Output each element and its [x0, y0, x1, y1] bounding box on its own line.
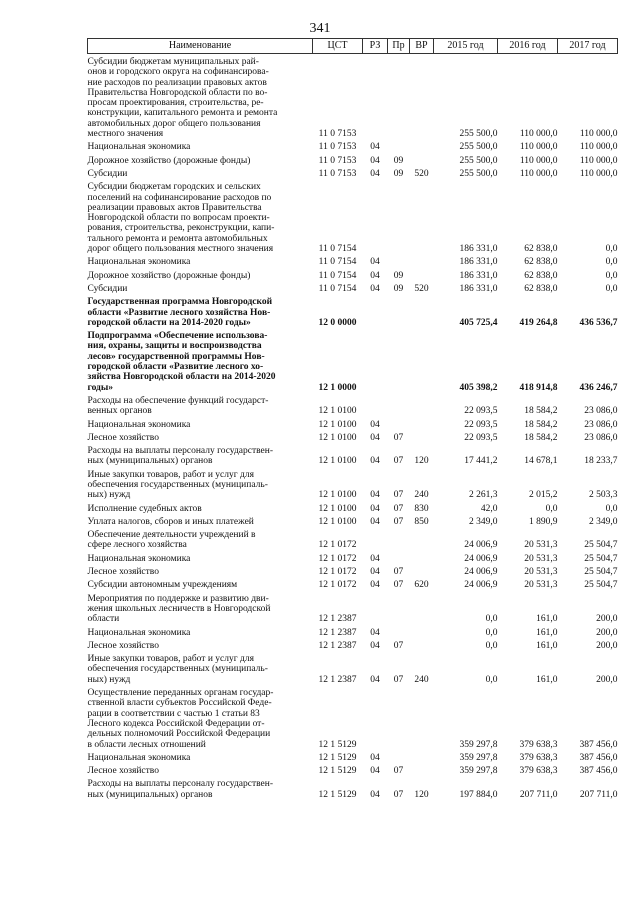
- row-name-cell: Иные закупки товаров, работ и услуг для обеспечения государственных (муниципаль- ных) нужд: [87, 469, 268, 501]
- row-vr-cell: [410, 638, 434, 651]
- row-cst-cell: 12 1 0100: [318, 456, 357, 467]
- row-2016-cell: 110 000,0: [519, 155, 558, 166]
- row-pr-cell: [388, 625, 410, 638]
- row-vr-cell: 850: [414, 516, 429, 527]
- row-pr-cell: [388, 551, 410, 564]
- row-cst-cell: 12 1 0100: [318, 419, 357, 430]
- row-2015-cell: 255 500,0: [459, 129, 498, 140]
- table-row: [88, 527, 618, 551]
- row-2015-cell: 359 297,8: [459, 752, 498, 763]
- row-pr-cell: 07: [393, 516, 404, 527]
- row-cst-cell: 12 1 0100: [318, 406, 357, 417]
- row-cst-cell: 12 1 0172: [318, 567, 357, 578]
- row-2015-cell: 22 093,5: [464, 419, 498, 430]
- row-2016-cell: 110 000,0: [519, 142, 558, 153]
- row-name-cell: Субсидии бюджетам городских и сельских поселений на софинансирование расходов по реализации правовых актов Правительства Новгородской области по вопросам проекти- рования, строительства, реконструкции, капи- тального ремонта и ремонта автомобильных дорог общего пользования местного значения: [87, 182, 275, 255]
- row-rz-cell: [363, 393, 388, 417]
- row-2015-cell: 359 297,8: [459, 739, 498, 750]
- row-vr-cell: [410, 294, 434, 328]
- table-row: [88, 638, 618, 651]
- row-pr-cell: 09: [393, 283, 404, 294]
- column-header-2017: 2017 год: [558, 39, 618, 54]
- row-name-cell: Лесное хозяйство: [87, 640, 159, 651]
- row-rz-cell: 04: [370, 516, 380, 527]
- row-name-cell: Иные закупки товаров, работ и услуг для обеспечения государственных (муниципаль- ных) нужд: [87, 654, 268, 685]
- row-vr-cell: [410, 417, 434, 430]
- row-name-cell: Уплата налогов, сборов и иных платежей: [87, 516, 254, 527]
- row-2017-cell: 200,0: [596, 674, 618, 685]
- row-rz-cell: 04: [370, 257, 380, 268]
- row-vr-cell: [410, 268, 434, 281]
- table-row: [88, 625, 618, 638]
- row-2017-cell: 110 000,0: [579, 129, 618, 140]
- row-name-cell: Расходы на обеспечение функций государст- венных органов: [87, 395, 269, 417]
- row-name-cell: Национальная экономика: [87, 553, 191, 564]
- row-name-cell: Подпрограмма «Обеспечение использова- ния, охраны, защиты и воспроизводства лесов» государственной программы Нов- городской области «Развитие лесного хо- зяйства Новгородской области на 2014-2020 годы»: [87, 331, 276, 393]
- row-pr-cell: 07: [393, 503, 404, 514]
- row-2017-cell: 110 000,0: [579, 155, 618, 166]
- row-2015-cell: 22 093,5: [464, 432, 498, 443]
- row-2015-cell: 0,0: [485, 627, 498, 638]
- row-cst-cell: 12 1 0100: [318, 432, 357, 443]
- table-row: [88, 268, 618, 281]
- row-rz-cell: [363, 591, 388, 625]
- row-vr-cell: [410, 750, 434, 763]
- row-pr-cell: 09: [393, 270, 404, 281]
- row-2016-cell: 62 838,0: [524, 270, 558, 281]
- row-pr-cell: [388, 750, 410, 763]
- row-2016-cell: 20 531,3: [524, 580, 558, 591]
- row-2015-cell: 186 331,0: [459, 283, 498, 294]
- table-row: [88, 153, 618, 166]
- row-rz-cell: [363, 328, 388, 393]
- row-pr-cell: [388, 328, 410, 393]
- row-2016-cell: 110 000,0: [519, 168, 558, 179]
- row-2016-cell: 0,0: [545, 503, 558, 514]
- row-vr-cell: [410, 763, 434, 776]
- table-row: [88, 591, 618, 625]
- row-vr-cell: 120: [414, 789, 429, 800]
- row-vr-cell: [410, 625, 434, 638]
- row-2015-cell: 22 093,5: [464, 406, 498, 417]
- row-2016-cell: 62 838,0: [524, 257, 558, 268]
- row-vr-cell: [410, 254, 434, 267]
- row-cst-cell: 12 1 5129: [318, 789, 357, 800]
- row-rz-cell: [363, 685, 388, 750]
- row-2015-cell: 186 331,0: [459, 257, 498, 268]
- row-2016-cell: 419 264,8: [519, 317, 558, 328]
- row-cst-cell: 11 0 7153: [318, 168, 357, 179]
- row-vr-cell: [410, 564, 434, 577]
- row-2017-cell: 0,0: [605, 257, 618, 268]
- row-2015-cell: 255 500,0: [459, 142, 498, 153]
- row-vr-cell: [410, 139, 434, 152]
- row-cst-cell: 11 0 7154: [318, 283, 357, 294]
- table-row: [88, 417, 618, 430]
- row-cst-cell: 12 1 5129: [318, 739, 357, 750]
- row-rz-cell: 04: [370, 674, 380, 685]
- row-cst-cell: 12 1 0100: [318, 490, 357, 501]
- row-pr-cell: [388, 527, 410, 551]
- row-cst-cell: 12 1 0100: [318, 503, 357, 514]
- row-rz-cell: 04: [370, 270, 380, 281]
- row-pr-cell: [388, 254, 410, 267]
- column-header-cst: ЦСТ: [313, 39, 363, 54]
- row-2016-cell: 1 890,9: [529, 516, 558, 527]
- row-2016-cell: 18 584,2: [524, 432, 558, 443]
- row-name-cell: Субсидии: [87, 283, 128, 294]
- table-row: [88, 551, 618, 564]
- row-2017-cell: 25 504,7: [584, 567, 618, 578]
- row-rz-cell: 04: [370, 766, 380, 777]
- row-2017-cell: 436 536,7: [579, 317, 618, 328]
- table-row: [88, 254, 618, 267]
- row-cst-cell: 12 1 2387: [318, 614, 357, 625]
- column-header-2015: 2015 год: [434, 39, 498, 54]
- row-pr-cell: 07: [393, 580, 404, 591]
- row-2015-cell: 42,0: [480, 503, 498, 514]
- row-vr-cell: [410, 591, 434, 625]
- table-row: [88, 577, 618, 590]
- row-2016-cell: 20 531,3: [524, 540, 558, 551]
- row-2016-cell: 18 584,2: [524, 406, 558, 417]
- row-2017-cell: 23 086,0: [584, 406, 618, 417]
- row-pr-cell: [388, 685, 410, 750]
- row-name-cell: Национальная экономика: [87, 419, 191, 430]
- row-cst-cell: 12 0 0000: [318, 317, 357, 328]
- row-vr-cell: [410, 551, 434, 564]
- row-2016-cell: 379 638,3: [519, 766, 558, 777]
- table-row: [88, 430, 618, 443]
- row-2015-cell: 24 006,9: [464, 567, 498, 578]
- table-row: [88, 294, 618, 328]
- row-name-cell: Субсидии бюджетам муниципальных рай- онов и городского округа на софинансирова- ние расходов по реализации правовых актов Правительства Новгородской области по во- просам проектирования, строительства, ре- конструкции, капитального ремонта и ремонта автомобильных дорог общего пользования местного значения: [87, 57, 278, 140]
- row-rz-cell: [363, 54, 388, 140]
- row-vr-cell: [410, 393, 434, 417]
- row-cst-cell: 12 1 0172: [318, 580, 357, 591]
- row-rz-cell: 04: [370, 752, 380, 763]
- row-2015-cell: 2 349,0: [469, 516, 498, 527]
- row-rz-cell: 04: [370, 503, 380, 514]
- row-pr-cell: 07: [393, 490, 404, 501]
- row-2017-cell: 436 246,7: [579, 382, 618, 393]
- row-cst-cell: 11 0 7154: [318, 270, 357, 281]
- row-cst-cell: 12 1 2387: [318, 627, 357, 638]
- table-header-row: [88, 39, 618, 54]
- row-pr-cell: [388, 139, 410, 152]
- row-pr-cell: [388, 393, 410, 417]
- row-rz-cell: [363, 527, 388, 551]
- row-name-cell: Мероприятия по поддержке и развитию дви- жения школьных лесничеств в Новгородской области: [87, 593, 271, 625]
- row-rz-cell: 04: [370, 283, 380, 294]
- row-2016-cell: 14 678,1: [524, 456, 558, 467]
- row-2016-cell: 2 015,2: [529, 490, 558, 501]
- row-name-cell: Лесное хозяйство: [87, 766, 159, 777]
- row-2017-cell: 200,0: [596, 627, 618, 638]
- row-cst-cell: 12 1 0100: [318, 516, 357, 527]
- row-name-cell: Национальная экономика: [87, 627, 191, 638]
- row-pr-cell: [388, 54, 410, 140]
- row-vr-cell: [410, 685, 434, 750]
- row-rz-cell: 04: [370, 432, 380, 443]
- row-2017-cell: 23 086,0: [584, 419, 618, 430]
- row-vr-cell: [410, 430, 434, 443]
- row-2017-cell: 2 503,3: [589, 490, 618, 501]
- row-name-cell: Дорожное хозяйство (дорожные фонды): [87, 270, 251, 281]
- row-pr-cell: 07: [393, 789, 404, 800]
- row-vr-cell: 830: [414, 503, 429, 514]
- row-name-cell: Осуществление переданных органам государ- ственной власти субъектов Российской Феде- рации в соответствии с частью 1 статьи 83 Лесного кодекса Российской Федерации от- дельных полномочий Российской Федерации в области лесных отношений: [87, 688, 274, 750]
- row-name-cell: Субсидии автономным учреждениям: [87, 580, 238, 591]
- row-2015-cell: 197 884,0: [459, 789, 498, 800]
- row-vr-cell: 520: [414, 168, 429, 179]
- row-2017-cell: 23 086,0: [584, 432, 618, 443]
- row-vr-cell: [410, 328, 434, 393]
- row-pr-cell: [388, 179, 410, 254]
- row-cst-cell: 11 0 7153: [318, 142, 357, 153]
- column-header-vr: ВР: [410, 39, 434, 54]
- row-2016-cell: 207 711,0: [519, 789, 558, 800]
- row-cst-cell: 11 0 7153: [318, 155, 357, 166]
- row-2015-cell: 0,0: [485, 640, 498, 651]
- row-2015-cell: 0,0: [485, 614, 498, 625]
- row-2015-cell: 186 331,0: [459, 270, 498, 281]
- row-pr-cell: 07: [393, 567, 404, 578]
- table-row: [88, 763, 618, 776]
- budget-table: [87, 38, 618, 800]
- row-2016-cell: 62 838,0: [524, 244, 558, 255]
- row-2016-cell: 379 638,3: [519, 752, 558, 763]
- table-row: [88, 564, 618, 577]
- row-2017-cell: 0,0: [605, 503, 618, 514]
- row-2016-cell: 20 531,3: [524, 553, 558, 564]
- table-row: [88, 514, 618, 527]
- row-name-cell: Расходы на выплаты персоналу государствен- ных (муниципальных) органов: [87, 446, 274, 467]
- row-cst-cell: 11 0 7153: [318, 129, 357, 140]
- row-rz-cell: 04: [370, 155, 380, 166]
- row-name-cell: Национальная экономика: [87, 257, 191, 268]
- row-rz-cell: 04: [370, 789, 380, 800]
- row-cst-cell: 12 1 5129: [318, 752, 357, 763]
- row-2015-cell: 0,0: [485, 674, 498, 685]
- row-2015-cell: 17 441,2: [464, 456, 498, 467]
- row-2017-cell: 387 456,0: [579, 766, 618, 777]
- row-2015-cell: 255 500,0: [459, 168, 498, 179]
- row-name-cell: Субсидии: [87, 168, 128, 179]
- row-vr-cell: [410, 527, 434, 551]
- table-row: [88, 139, 618, 152]
- row-name-cell: Лесное хозяйство: [87, 432, 159, 443]
- table-row: [88, 166, 618, 179]
- column-header-name: Наименование: [88, 39, 313, 54]
- table-row: [88, 281, 618, 294]
- row-pr-cell: 07: [393, 674, 404, 685]
- row-2017-cell: 0,0: [605, 283, 618, 294]
- row-2017-cell: 2 349,0: [589, 516, 618, 527]
- row-pr-cell: 09: [393, 168, 404, 179]
- column-header-rz: РЗ: [363, 39, 388, 54]
- row-2016-cell: 62 838,0: [524, 283, 558, 294]
- row-2016-cell: 161,0: [536, 640, 558, 651]
- row-2015-cell: 24 006,9: [464, 540, 498, 551]
- row-name-cell: Расходы на выплаты персоналу государствен- ных (муниципальных) органов: [87, 779, 274, 800]
- row-rz-cell: [363, 179, 388, 254]
- row-vr-cell: 240: [414, 674, 429, 685]
- row-pr-cell: 07: [393, 640, 404, 651]
- row-name-cell: Исполнение судебных актов: [87, 503, 202, 514]
- row-cst-cell: 12 1 2387: [318, 640, 357, 651]
- row-pr-cell: 07: [393, 456, 404, 467]
- table-row: [88, 393, 618, 417]
- row-rz-cell: 04: [370, 580, 380, 591]
- row-pr-cell: [388, 417, 410, 430]
- row-cst-cell: 11 0 7154: [318, 244, 357, 255]
- row-2016-cell: 161,0: [536, 674, 558, 685]
- row-rz-cell: 04: [370, 567, 380, 578]
- row-rz-cell: 04: [370, 456, 380, 467]
- row-pr-cell: [388, 591, 410, 625]
- row-rz-cell: 04: [370, 142, 380, 153]
- table-row: [88, 467, 618, 501]
- table-row: [88, 501, 618, 514]
- column-header-2016: 2016 год: [498, 39, 558, 54]
- row-2015-cell: 186 331,0: [459, 244, 498, 255]
- row-2015-cell: 405 725,4: [459, 317, 498, 328]
- row-rz-cell: [363, 294, 388, 328]
- row-name-cell: Лесное хозяйство: [87, 567, 159, 578]
- row-2016-cell: 379 638,3: [519, 739, 558, 750]
- row-2015-cell: 2 261,3: [469, 490, 498, 501]
- row-2015-cell: 24 006,9: [464, 553, 498, 564]
- column-header-pr: Пр: [388, 39, 410, 54]
- row-name-cell: Национальная экономика: [87, 142, 191, 153]
- table-row: [88, 651, 618, 685]
- row-2016-cell: 161,0: [536, 614, 558, 625]
- row-cst-cell: 12 1 5129: [318, 766, 357, 777]
- row-2017-cell: 25 504,7: [584, 553, 618, 564]
- row-vr-cell: [410, 54, 434, 140]
- table-row: [88, 443, 618, 467]
- row-name-cell: Дорожное хозяйство (дорожные фонды): [87, 155, 251, 166]
- row-cst-cell: 11 0 7154: [318, 257, 357, 268]
- row-cst-cell: 12 1 0000: [318, 382, 357, 393]
- row-2015-cell: 255 500,0: [459, 155, 498, 166]
- row-2017-cell: 200,0: [596, 614, 618, 625]
- row-rz-cell: 04: [370, 168, 380, 179]
- row-cst-cell: 12 1 0172: [318, 553, 357, 564]
- row-cst-cell: 12 1 2387: [318, 674, 357, 685]
- page-number: 341: [309, 21, 331, 36]
- row-2017-cell: 110 000,0: [579, 142, 618, 153]
- row-vr-cell: [410, 179, 434, 254]
- row-2017-cell: 200,0: [596, 640, 618, 651]
- row-vr-cell: [410, 153, 434, 166]
- table-row: [88, 776, 618, 800]
- row-rz-cell: 04: [370, 627, 380, 638]
- row-2016-cell: 18 584,2: [524, 419, 558, 430]
- row-2015-cell: 405 398,2: [459, 382, 498, 393]
- row-name-cell: Обеспечение деятельности учреждений в сфере лесного хозяйства: [87, 530, 256, 551]
- row-2016-cell: 110 000,0: [519, 129, 558, 140]
- row-rz-cell: 04: [370, 553, 380, 564]
- row-2017-cell: 25 504,7: [584, 580, 618, 591]
- row-rz-cell: 04: [370, 419, 380, 430]
- row-pr-cell: 07: [393, 432, 404, 443]
- row-2016-cell: 20 531,3: [524, 567, 558, 578]
- row-2017-cell: 387 456,0: [579, 752, 618, 763]
- row-vr-cell: 120: [414, 456, 429, 467]
- row-vr-cell: 520: [414, 283, 429, 294]
- row-2017-cell: 0,0: [605, 270, 618, 281]
- row-rz-cell: 04: [370, 640, 380, 651]
- row-2016-cell: 161,0: [536, 627, 558, 638]
- row-2016-cell: 418 914,8: [519, 382, 558, 393]
- row-rz-cell: 04: [370, 490, 380, 501]
- table-row: [88, 685, 618, 750]
- table-row: [88, 179, 618, 254]
- row-2017-cell: 25 504,7: [584, 540, 618, 551]
- table-row: [88, 328, 618, 393]
- row-name-cell: Национальная экономика: [87, 752, 191, 763]
- row-pr-cell: 07: [393, 766, 404, 777]
- row-2017-cell: 207 711,0: [579, 789, 618, 800]
- table-row: [88, 750, 618, 763]
- row-2017-cell: 387 456,0: [579, 739, 618, 750]
- row-name-cell: Государственная программа Новгородской области «Развитие лесного хозяйства Нов- городской области на 2014-2020 годы»: [87, 297, 273, 328]
- table-row: [88, 54, 618, 140]
- row-vr-cell: 620: [414, 580, 429, 591]
- row-2015-cell: 359 297,8: [459, 766, 498, 777]
- row-2015-cell: 24 006,9: [464, 580, 498, 591]
- row-vr-cell: 240: [414, 490, 429, 501]
- row-2017-cell: 110 000,0: [579, 168, 618, 179]
- row-2017-cell: 0,0: [605, 244, 618, 255]
- row-pr-cell: 09: [393, 155, 404, 166]
- row-2017-cell: 18 233,7: [584, 456, 618, 467]
- row-pr-cell: [388, 294, 410, 328]
- row-cst-cell: 12 1 0172: [318, 540, 357, 551]
- table-body: [88, 54, 618, 801]
